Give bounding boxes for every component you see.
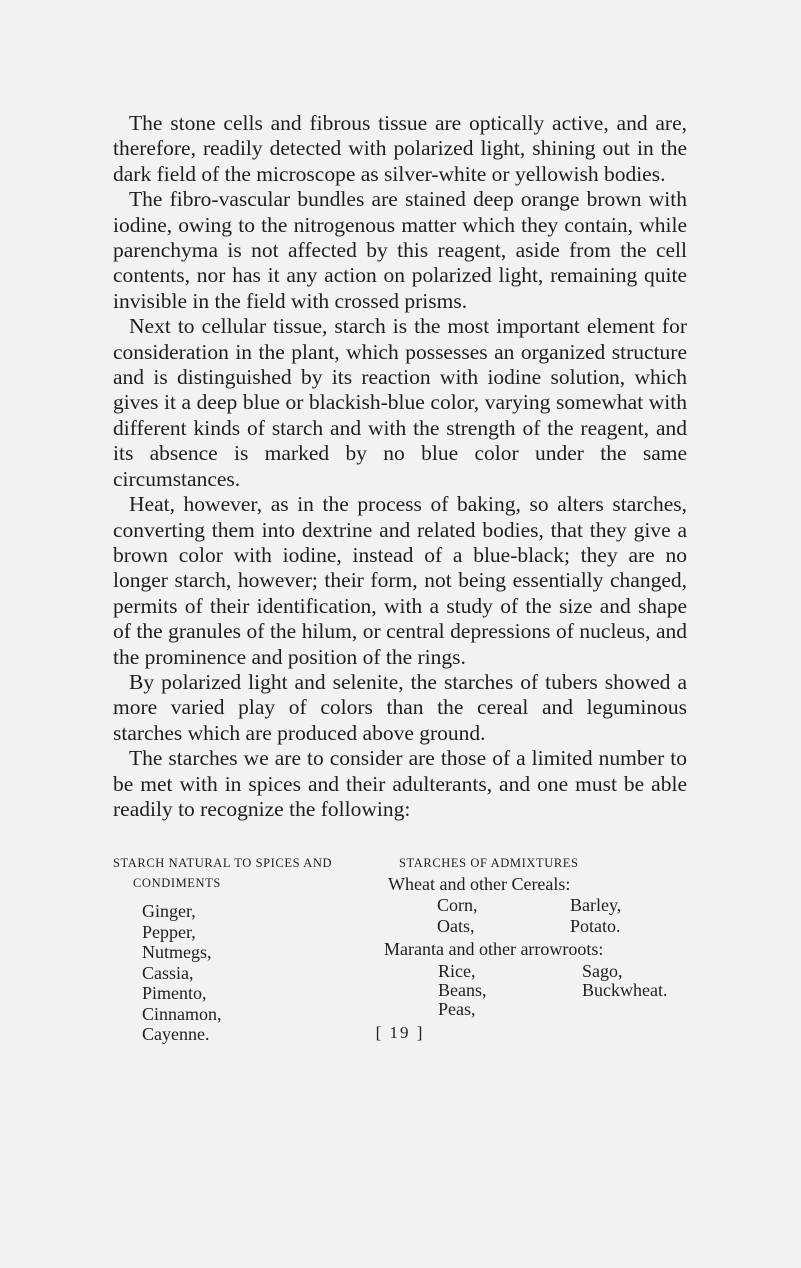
natural-starch-column — [113, 853, 353, 1045]
admixture-heading: STARCHES OF ADMIXTURES — [399, 856, 579, 870]
arrowroots-group-title: Maranta and other arrowroots: — [384, 939, 604, 959]
list-item: Ginger, — [142, 901, 196, 921]
list-item: Potato. — [570, 915, 621, 936]
arrowroots-list — [438, 962, 678, 1019]
list-item: Corn, — [437, 895, 478, 915]
admixture-starch-column — [384, 853, 678, 1019]
natural-starch-heading: STARCH NATURAL TO SPICES AND CONDIMENTS — [113, 856, 333, 890]
list-item: Rice, — [438, 961, 476, 981]
cereals-list — [437, 895, 678, 936]
spice-list — [142, 901, 353, 1045]
paragraph-heat: Heat, however, as in the process of baking, so alters starches, converting them into dextrine and related bodies, that they give a brown color with iodine, instead of a blue-black; they are no longer starch, however; their form, not being essentially changed, permits of their identification, with a study of the size and shape of the granules of the hilum, or central depressions of nucleus, and the prominence and position of the rings. — [113, 492, 687, 669]
page-number: [ 19 ] — [375, 1023, 425, 1042]
list-item: Nutmegs, — [142, 942, 212, 962]
paragraph-polarized-light: By polarized light and selenite, the starches of tubers showed a more varied play of colors than the cereal and leguminous starches which are produced above ground. — [113, 669, 687, 745]
list-item: Cinnamon, — [142, 1003, 222, 1024]
paragraph-starches-to-consider: The starches we are to consider are those of a limited number to be met with in spices and their adulterants, and one must be able readily to recognize the following: — [113, 746, 687, 821]
paragraph-stone-cells: The stone cells and fibrous tissue are optically active, and are, therefore, readily detected with polarized light, shining out in the dark field of the microscope as silver-white or yellowish bodies. — [113, 111, 687, 186]
list-item: Sago, — [582, 961, 623, 981]
list-item: Barley, — [570, 895, 622, 915]
paragraph-starch: Next to cellular tissue, starch is the most important element for consideration in the plant, which possesses an organized structure and is distinguished by its reaction with iodine solution, which gives it a deep blue or blackish-blue color, varying somewhat with different kinds of starch and with the strength of the reagent, and its absence is marked by no blue color under the same circumstances. — [113, 314, 687, 491]
list-item: Cassia, — [142, 962, 194, 983]
list-item: Oats, — [437, 915, 475, 936]
list-item — [556, 1000, 706, 1019]
paragraph-fibro-vascular: The fibro-vascular bundles are stained deep orange brown with iodine, owing to the nitrogenous matter which they contain, while parenchyma is not affected by this reagent, aside from the cell contents, nor has it any action on polarized light, remaining quite invisible in the field with crossed prisms. — [113, 187, 687, 313]
body-text — [113, 111, 687, 822]
list-item: Pepper, — [142, 921, 196, 942]
list-item: Peas, — [438, 999, 476, 1019]
list-item: Buckwheat. — [582, 980, 668, 1000]
cereals-group-title: Wheat and other Cereals: — [388, 874, 571, 894]
list-item: Beans, — [438, 980, 487, 1000]
list-item: Cayenne. — [142, 1024, 210, 1044]
list-item: Pimento, — [142, 983, 207, 1003]
